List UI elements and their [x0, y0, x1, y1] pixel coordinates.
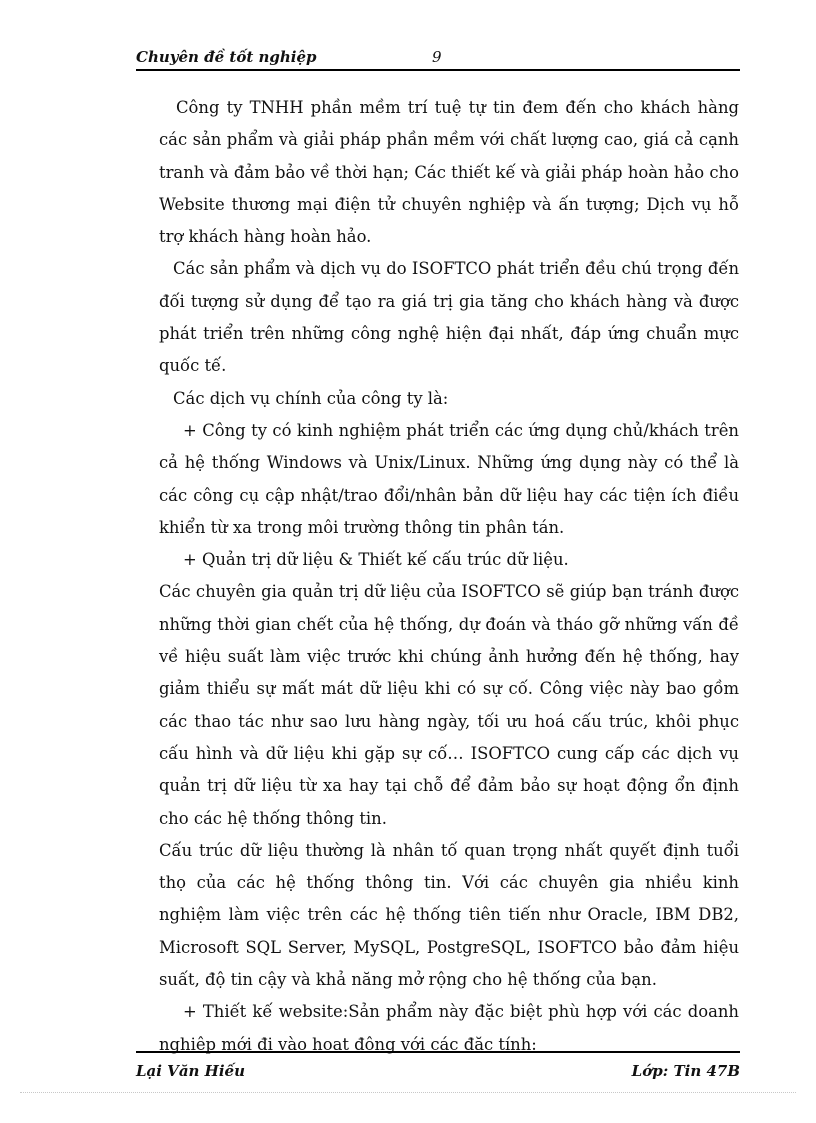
paragraph-services-heading: Các dịch vụ chính của công ty là:	[173, 388, 449, 408]
paragraph-service-apps: + Công ty có kinh nghiệm phát triển các ứng dụng chủ/khách trên cả hệ thống Windows và Unix/Linux. Những ứng dụng này có thể là các công cụ cập nhật/trao đổi/nhân bản dữ liệu hay các tiện ích điều khiển từ xa trong môi trường thông tin phân tán.	[159, 420, 739, 537]
document-title: Chuyên đề tốt nghiệp	[136, 48, 317, 66]
body-text	[159, 92, 739, 1061]
paragraph-service-data-admin: + Quản trị dữ liệu & Thiết kế cấu trúc dữ liệu.	[183, 550, 569, 570]
footer-rule	[136, 1051, 740, 1053]
author-name: Lại Văn Hiếu	[136, 1062, 245, 1080]
page-bottom-divider	[20, 1092, 796, 1093]
page-header	[136, 48, 740, 68]
paragraph-service-website: + Thiết kế website:Sản phẩm này đặc biệt phù hợp với các doanh nghiệp mới đi vào hoạt động với các đặc tính:	[159, 1002, 739, 1054]
paragraph-products: Các sản phẩm và dịch vụ do ISOFTCO phát triển đều chú trọng đến đối tượng sử dụng để tạo ra giá trị gia tăng cho khách hàng và được phát triển trên những công nghệ hiện đại nhất, đáp ứng chuẩn mực quốc tế.	[159, 259, 739, 376]
class-label: Lớp: Tin 47B	[631, 1062, 740, 1080]
paragraph-data-admin-detail: Các chuyên gia quản trị dữ liệu của ISOFTCO sẽ giúp bạn tránh được những thời gian chết của hệ thống, dự đoán và tháo gỡ những vấn đề về hiệu suất làm việc trước khi chúng ảnh hưởng đến hệ thống, hay giảm thiểu sự mất mát dữ liệu khi có sự cố. Công việc này bao gồm các thao tác như sao lưu hàng ngày, tối ưu hoá cấu trúc, khôi phục cấu hình và dữ liệu khi gặp sự cố… ISOFTCO cung cấp các dịch vụ quản trị dữ liệu từ xa hay tại chỗ để đảm bảo sự hoạt động ổn định cho các hệ thống thông tin.	[159, 582, 739, 828]
page-number: 9	[432, 48, 442, 66]
header-rule	[136, 69, 740, 71]
paragraph-company-intro: Công ty TNHH phần mềm trí tuệ tự tin đem đến cho khách hàng các sản phẩm và giải pháp phần mềm với chất lượng cao, giá cả cạnh tranh và đảm bảo về thời hạn; Các thiết kế và giải pháp hoàn hảo cho Website thương mại điện tử chuyên nghiệp và ấn tượng; Dịch vụ hỗ trợ khách hàng hoàn hảo.	[159, 98, 739, 247]
paragraph-data-structure: Cấu trúc dữ liệu thường là nhân tố quan trọng nhất quyết định tuổi thọ của các hệ thống thông tin. Với các chuyên gia nhiều kinh nghiệm làm việc trên các hệ thống tiên tiến như Oracle, IBM DB2, Microsoft SQL Server, MySQL, PostgreSQL, ISOFTCO bảo đảm hiệu suất, độ tin cậy và khả năng mở rộng cho hệ thống của bạn.	[159, 840, 739, 990]
